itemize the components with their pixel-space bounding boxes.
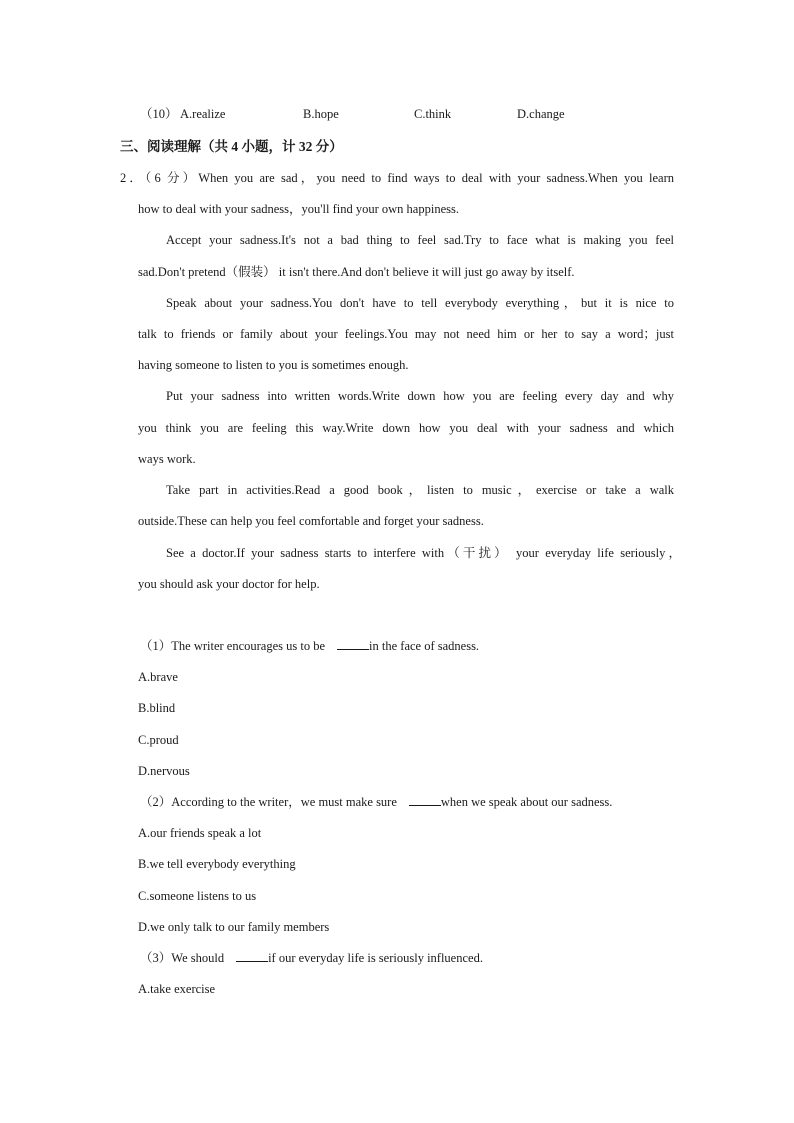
passage-line-13: See a doctor.If your sadness starts to interfere with（干扰） your everyday life seriously， xyxy=(166,546,681,560)
passage-text: When you are sad，you need to find ways to deal with your sadness.When you learn xyxy=(198,171,674,185)
question-2-after: when we speak about our sadness. xyxy=(440,795,613,809)
question-2-stem xyxy=(140,794,612,810)
passage-line-3: Accept your sadness.It's not a bad thing to feel sad.Try to face what is making you feel xyxy=(166,233,674,247)
answer-blank xyxy=(236,950,268,962)
question-1-option-a: A.brave xyxy=(138,670,178,684)
passage-line-8: Put your sadness into written words.Write down how you are feeling every day and why xyxy=(166,389,674,403)
q10-option-a: A.realize xyxy=(180,107,226,121)
passage-line-12: outside.These can help you feel comfortable and forget your sadness. xyxy=(138,514,484,528)
question-1-after: in the face of sadness. xyxy=(369,639,480,653)
question-1-label: （1） xyxy=(140,639,172,653)
question-1-before: The writer encourages us to be xyxy=(171,639,326,653)
passage-line-14: you should ask your doctor for help. xyxy=(138,577,320,591)
passage-line-5: Speak about your sadness.You don't have to tell everybody everything，but it is nice to xyxy=(166,296,674,310)
question-1-option-b: B.blind xyxy=(138,701,176,715)
question-3-stem xyxy=(140,950,483,966)
answer-blank xyxy=(409,794,441,806)
q10-option-b: B.hope xyxy=(303,107,339,121)
passage-line-9: you think you are feeling this way.Write down how you deal with your sadness and which xyxy=(138,421,674,435)
question-3-label: （3） xyxy=(140,951,172,965)
question-2-option-c: C.someone listens to us xyxy=(138,889,257,903)
q10-option-c: C.think xyxy=(414,107,452,121)
question-2-before: According to the writer，we must make sure xyxy=(171,795,397,809)
question-3-after: if our everyday life is seriously influenced. xyxy=(268,951,483,965)
q10-option-d: D.change xyxy=(517,107,565,121)
q10-label: （10） xyxy=(140,107,178,121)
question-2-option-a: A.our friends speak a lot xyxy=(138,826,262,840)
question-1-stem xyxy=(140,638,479,654)
section-3-title: 三、阅读理解（共 4 小题，计 32 分） xyxy=(120,139,343,154)
passage-line-10: ways work. xyxy=(138,452,196,466)
passage-number: 2．（6 分） xyxy=(120,171,199,185)
question-2-option-d: D.we only talk to our family members xyxy=(138,920,330,934)
question-2-label: （2） xyxy=(140,795,172,809)
passage-line-4: sad.Don't pretend（假装） it isn't there.And don't believe it will just go away by itself. xyxy=(138,265,575,279)
passage-line-11: Take part in activities.Read a good book，listen to music，exercise or take a walk xyxy=(166,483,674,497)
question-1-option-c: C.proud xyxy=(138,733,179,747)
question-3-before: We should xyxy=(171,951,225,965)
question-1-option-d: D.nervous xyxy=(138,764,190,778)
passage-line-6: talk to friends or family about your feelings.You may not need him or her to say a word；just xyxy=(138,327,674,341)
question-2-option-b: B.we tell everybody everything xyxy=(138,857,296,871)
passage-line-7: having someone to listen to you is sometimes enough. xyxy=(138,358,409,372)
question-3-option-a: A.take exercise xyxy=(138,982,216,996)
passage-line-2: how to deal with your sadness，you'll find your own happiness. xyxy=(138,202,459,216)
answer-blank xyxy=(337,638,369,650)
passage-line-1 xyxy=(120,170,674,186)
